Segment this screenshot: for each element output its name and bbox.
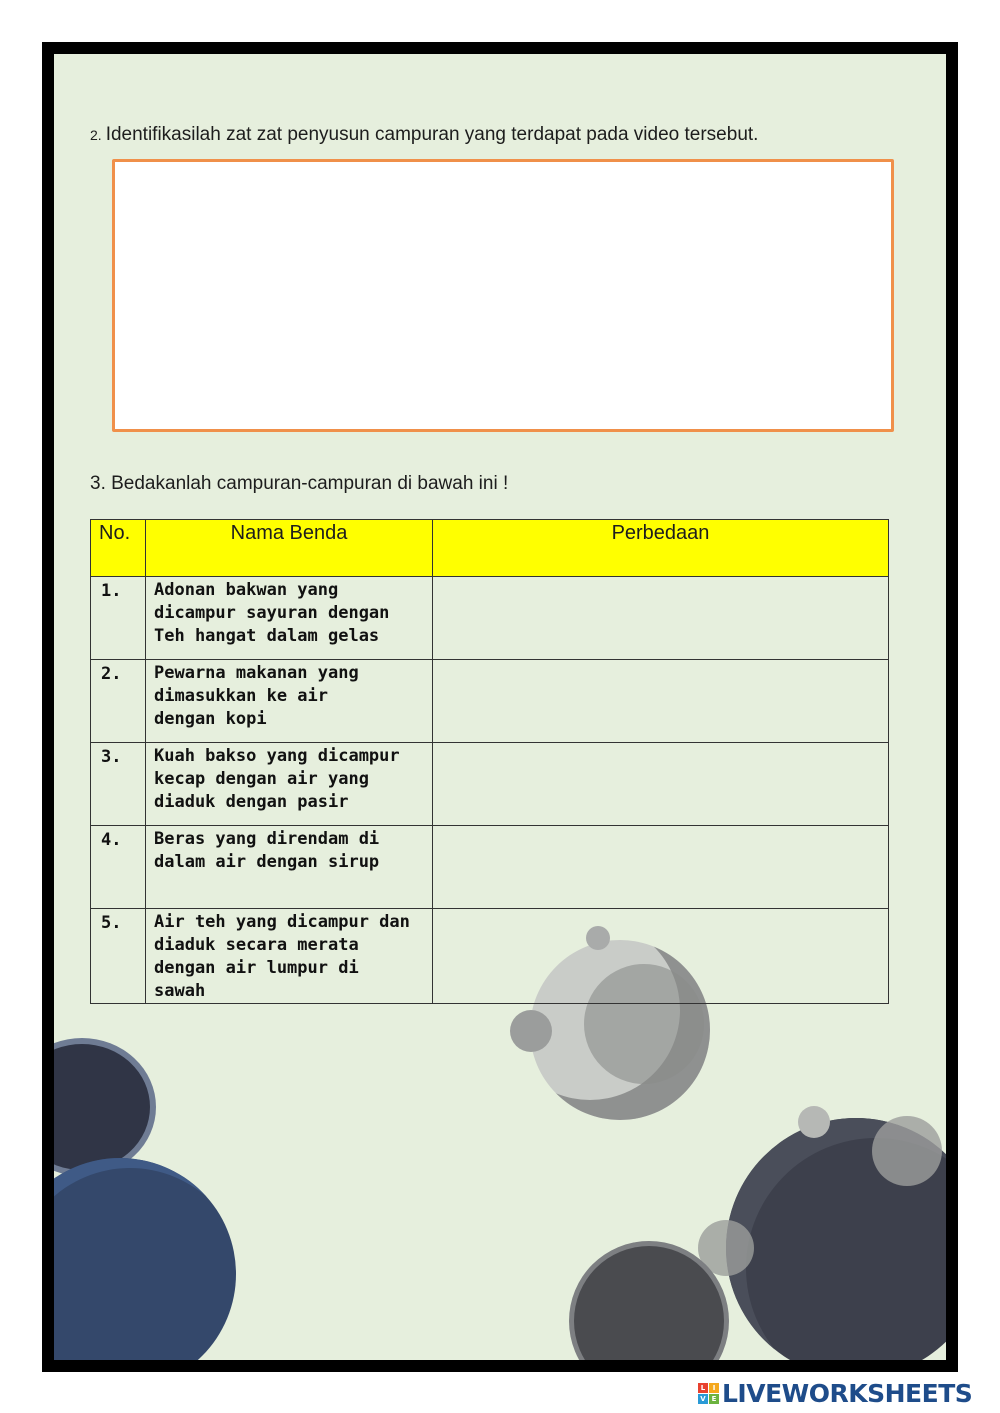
decorative-circle	[510, 1010, 552, 1052]
table-header-row	[91, 520, 889, 577]
comparison-table	[90, 519, 889, 1004]
header-perbedaan: Perbedaan	[433, 520, 889, 577]
question-3: 3. Bedakanlah campuran-campuran di bawah ini !	[90, 473, 509, 494]
answer-cell[interactable]	[433, 909, 889, 1004]
liveworksheets-mark-icon: L I V E	[698, 1383, 719, 1404]
decorative-circle	[698, 1220, 754, 1276]
decorative-circle	[872, 1116, 942, 1186]
question-2-number: 2.	[90, 127, 102, 143]
header-nama-benda: Nama Benda	[146, 520, 433, 577]
table-row	[91, 660, 889, 743]
answer-cell[interactable]	[433, 660, 889, 743]
header-no: No.	[91, 520, 146, 577]
row-item-name: Adonan bakwan yang dicampur sayuran dengan Teh hangat dalam gelas	[154, 580, 390, 646]
row-number: 3.	[101, 747, 122, 767]
answer-cell[interactable]	[433, 826, 889, 909]
row-number: 1.	[101, 581, 122, 601]
question-2-text: Identifikasilah zat zat penyusun campuran yang terdapat pada video tersebut.	[105, 124, 759, 145]
row-number: 2.	[101, 664, 122, 684]
answer-box-question-2[interactable]	[112, 159, 894, 432]
question-2	[90, 124, 758, 146]
decorative-circle	[54, 1158, 236, 1360]
row-number: 5.	[101, 913, 122, 933]
row-item-name: Pewarna makanan yang dimasukkan ke air dengan kopi	[154, 663, 359, 729]
table-row	[91, 826, 889, 909]
decorative-circle	[54, 1044, 150, 1170]
logo-text: LIVEWORKSHEETS	[722, 1378, 973, 1408]
row-number: 4.	[101, 830, 122, 850]
liveworksheets-logo	[698, 1378, 972, 1408]
row-item-name: Beras yang direndam di dalam air dengan sirup	[154, 829, 380, 872]
answer-cell[interactable]	[433, 577, 889, 660]
row-item-name: Air teh yang dicampur dan diaduk secara merata dengan air lumpur di sawah	[154, 912, 410, 1001]
row-item-name: Kuah bakso yang dicampur kecap dengan air yang diaduk dengan pasir	[154, 746, 400, 812]
table-row	[91, 909, 889, 1004]
answer-cell[interactable]	[433, 743, 889, 826]
table-row	[91, 577, 889, 660]
decorative-circle	[798, 1106, 830, 1138]
table-row	[91, 743, 889, 826]
